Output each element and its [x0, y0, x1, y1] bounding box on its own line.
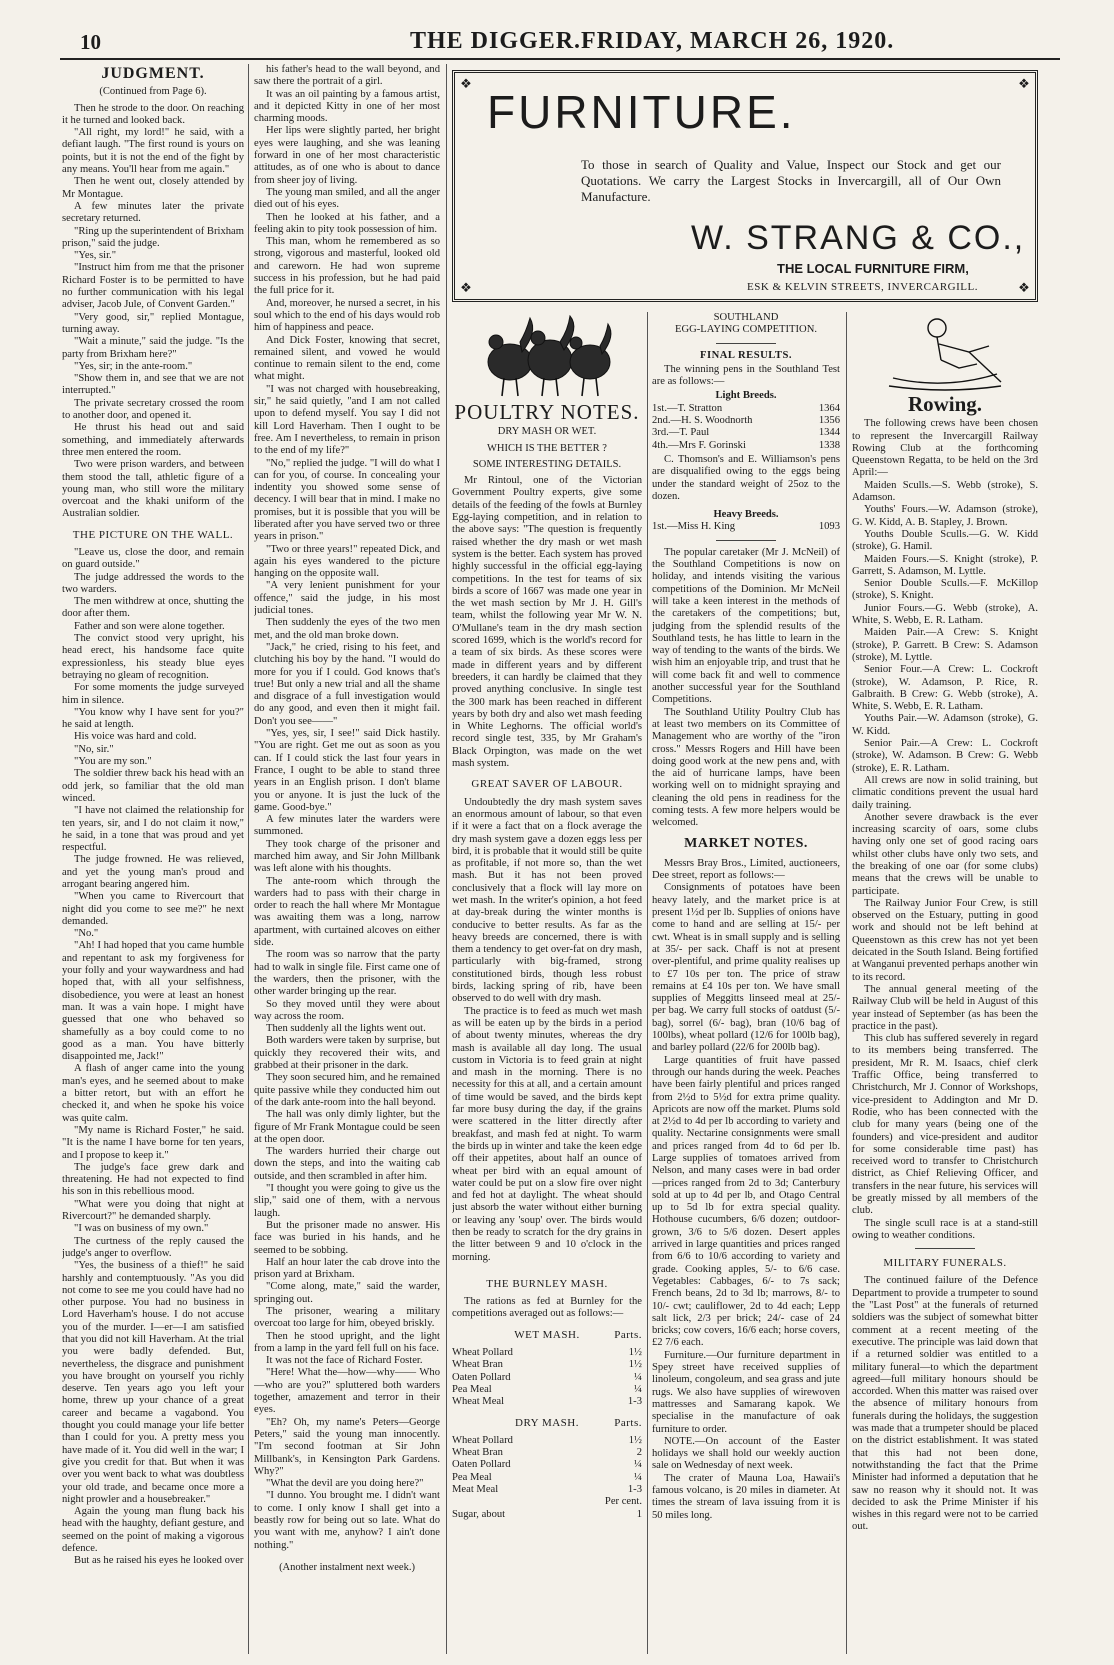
table-cell: 1½ [628, 1434, 642, 1446]
table-cell: 1-3 [627, 1484, 642, 1496]
judgment-paragraph: "You are my son." [74, 756, 152, 768]
table-row [452, 1359, 642, 1371]
poultry-sub2: WHICH IS THE BETTER ? [487, 442, 607, 454]
judgment-paragraph: Then suddenly the eyes of the two men met, and the old man broke down. [254, 617, 440, 641]
furniture-advertisement [452, 70, 1038, 302]
judgment-paragraph: Two were prison warders, and between them stood the tall, athletic figure of a young man, who still wore the military overcoat and the khaki uniform of the Australian soldier. [62, 459, 244, 520]
divider [915, 1248, 975, 1249]
column-rule [446, 64, 447, 1654]
table-row [652, 403, 840, 415]
table-cell: Wheat Bran [452, 1359, 503, 1371]
light-note: C. Thomson's and E. Williamson's pens are disqualified owing to the eggs being under the standard weight of 25oz to the dozen. [652, 453, 840, 502]
market-paragraph: Furniture.—Our furniture department in Spey street have received supplies of linoleum, congoleum, and sea grass and jute rugs. We also have supplies of wirewoven mattresses and Samarang kapok. We specialise in the manufacture of oak furniture to order. [652, 1349, 840, 1435]
judgment-paragraph: The curtness of the reply caused the judge's anger to overflow. [62, 1235, 244, 1259]
dry-mash-label: DRY MASH. [515, 1416, 579, 1429]
egg-head1: SOUTHLAND [713, 312, 779, 323]
judgment-paragraph: So they moved until they were about way across the room. [254, 998, 440, 1022]
poultry-paragraph: Undoubtedly the dry mash system saves an enormous amount of labour, so that even if it were a fact that on a flock average the dry mash system gave a dozen eggs less per bird, it is probable that it would still be quite as profitable, if not more so, than the wet mash. But it has not been proved conclusively that a flock will lay more on wet mash. In the writer's opinion, a hot feed at day-break during the winter months is conducive to better results. As far as the heavy breeds are concerned, there is with them a tendency to get over-fat on dry mash, particularly with big-framed, strong constitutioned birds, though less robust birds, lacking spring of rib, have been observed to do well with dry mash. [452, 796, 642, 1005]
market-notes-title: MARKET NOTES. [684, 835, 808, 851]
poultry-sub3: SOME INTERESTING DETAILS. [472, 458, 622, 470]
judgment-paragraph: But the prisoner made no answer. His face was buried in his hands, and he seemed to be sobbing. [254, 1219, 440, 1256]
column-rule [846, 312, 847, 1654]
table-row [452, 1447, 642, 1459]
poultry-sub1: DRY MASH OR WET. [497, 426, 597, 438]
ad-body: To those in search of Quality and Value, Inspect our Stock and get our Quotations. We carry the Largest Stocks in Invercargill, all of Our Own Manufacture. [581, 157, 1001, 204]
judgment-paragraph: "Wait a minute," said the judge. "Is the party from Brixham here?" [62, 336, 244, 360]
dry-mash-heading [452, 1417, 642, 1429]
judgment-paragraph: "Leave us, close the door, and remain on guard outside." [62, 546, 244, 571]
table-cell: 1½ [628, 1347, 642, 1359]
hens-illustration [472, 312, 622, 404]
table-cell: ¼ [634, 1459, 642, 1471]
page-number: 10 [80, 30, 101, 54]
rowing-paragraph: Maiden Pair.—A Crew: S. Knight (stroke), P. Garrett. B Crew: S. Adamson (stroke), M. Lyttle. [852, 627, 1038, 663]
judgment-paragraph: Again the young man flung back his head with the haughty, defiant gesture, and seemed on the point of making a vigorous defence. [62, 1506, 244, 1555]
judgment-paragraph: It was an oil painting by a famous artist, and it depicted Kitty in one of her most charming moods. [254, 88, 440, 125]
judgment-paragraph: And, moreover, he nursed a secret, in his soul which to the end of his days would rob him of happiness and peace. [254, 297, 440, 334]
heavy-breeds-table [652, 521, 840, 533]
table-cell: ¼ [634, 1383, 642, 1395]
saver-heading: GREAT SAVER OF LABOUR. [471, 778, 623, 791]
judgment-paragraph: The warders hurried their charge out down the steps, and into the waiting cab outside, and then scrambled in after him. [254, 1146, 440, 1182]
poultry-column [452, 312, 642, 1652]
rowing-title: Rowing. [907, 392, 983, 416]
wet-mash-label: WET MASH. [514, 1328, 580, 1341]
judgment-text-part1 [62, 103, 244, 521]
egg-market-column [652, 312, 840, 1652]
judgment-paragraph: He thrust his head out and said something, and immediately afterwards three men entered the room. [62, 422, 244, 458]
ad-title: FURNITURE. [487, 86, 796, 138]
egg-text [652, 547, 840, 830]
table-row [452, 1435, 642, 1447]
judgment-paragraph: The ante-room which through the warders had to pass with their charge in order to reach the hall where Mr Montague was awaiting them was a long, narrow apartment, with curtained alcoves on either side. [254, 875, 440, 949]
judgment-paragraph: "Very good, sir," replied Montague, turning away. [62, 311, 244, 335]
market-paragraph: Large quantities of fruit have passed through our hands during the week. Peaches have been fairly plentiful and prices ranged from 2½d to 5½d for extra prime quality. Apricots are now off the market. Plums sold at 2½d to 4d per lb according to variety and quality. Nectarine consignments were small and prices ranged from 4d to 6d per lb. Large supplies of tomatoes arrived from Nelson, and many cases were in bad order—prices ranged from 2d to 3d; Canterbury sold at up to 4d per lb, and Otago Central up to 5d lb for extra special quality. Hothouse cucumbers, 6/6 dozen; outdoor-grown, 3/6 to 5/6 dozen. Desert apples arrived in large quantities and prices ranged from 6/6 to 10/6 according to variety and grade. Cooking apples, 5/- to 6/6 case. Vegetables: Cabbages, 6/- to 7s sack; French beans, 2d to 3d lb; marrows, 8/- to 10/- cwt; cauliflower, 2d to 4d each; Lepp salt lick, 2/3 per brick; 24/- case of 24 bricks; cow covers, 16/6 each; horse covers, £2 7/6 each. [652, 1054, 840, 1349]
judgment-paragraph: "No." [74, 928, 99, 940]
table-cell: Pea Meal [452, 1471, 492, 1483]
judgment-paragraph: But as he raised his eyes he looked over [74, 1555, 244, 1567]
rowing-paragraph: The Railway Junior Four Crew, is still observed on the Estuary, putting in good work and should not be left behind at Queenstown as this crew has not yet been deicated in the South Island. Being fortified at Wanganui prevented perhaps another win to its record. [852, 897, 1038, 983]
judgment-paragraph: The judge frowned. He was relieved, and yet the young man's proud and arrogant bearing angered him. [62, 854, 244, 890]
judgment-paragraph: Then he stood upright, and the light from a lamp in the yard fell full on his face. [254, 1330, 440, 1354]
judgment-paragraph: The prisoner, wearing a military overcoat too large for him, obeyed briskly. [254, 1305, 440, 1330]
rowing-paragraph: All crews are now in solid training, but climatic conditions prevent the usual hard daily training. [852, 774, 1038, 811]
judgment-text-part2 [62, 547, 244, 1568]
rowing-paragraph: Youths Double Sculls.—G. W. Kidd (stroke), G. Hamil. [852, 528, 1038, 553]
judgment-paragraph: The young man smiled, and all the anger died out of his eyes. [254, 186, 440, 211]
rowing-paragraph: This club has suffered severely in regard to its members being transferred. The president, Mr R. M. Isaacs, chief clerk Traffic Office, being transferred to Christchurch, Mr J. Connor of Workshops, vice-president to Addington and Mr D. Rodie, who has been connected with the club for many years (being one of the founders) and vice-president and auditor for some considerable time past) has received word to transfer to Christchurch district, as Chief Relieving Officer, and transfers in the near future, his services will be greatly missed by all members of the club. [852, 1033, 1038, 1217]
mash-parts: 1 [636, 1508, 642, 1520]
judgment-paragraph: "My name is Richard Foster," he said. "It is the name I have borne for ten years, and I propose to keep it." [62, 1124, 244, 1161]
table-row [652, 415, 840, 427]
light-breeds-heading: Light Breeds. [715, 390, 777, 402]
judgment-paragraph: "Instruct him from me that the prisoner Richard Foster is to be permitted to have no further communication with his legal adviser, Jacob Jule, of Convent Garden." [62, 262, 244, 311]
column-rule [248, 64, 249, 1654]
judgment-paragraph: Then he went out, closely attended by Mr Montague. [62, 176, 244, 200]
ornament-icon: ❖ [460, 76, 472, 91]
judgment-paragraph: The soldier threw back his head with an odd jerk, so familiar that the old man winced. [62, 768, 244, 804]
judgment-paragraph: "I dunno. You brought me. I didn't want to come. I only know I shall get into a beastly row for being out so late. What do you want with me, anyhow? I ain't done nothing." [254, 1490, 440, 1551]
market-paragraph: NOTE.—On account of the Easter holidays we shall hold our weekly auction sale on Wednesday of next week. [652, 1435, 840, 1472]
judgment-paragraph: "What the devil are you doing here?" [266, 1478, 424, 1490]
table-cell: 1338 [818, 439, 840, 451]
judgment-paragraph: "I thought you were going to give us the slip," said one of them, with a nervous laugh. [254, 1183, 440, 1219]
funerals-text [852, 1275, 1038, 1533]
table-row [652, 521, 840, 533]
judgment-paragraph: A few minutes later the private secretary returned. [62, 200, 244, 225]
judgment-paragraph: "I have not claimed the relationship for ten years, sir, and I do not claim it now," he said, in a tone that was proud and yet respectful. [62, 805, 244, 854]
rowing-paragraph: Maiden Fours.—S. Knight (stroke), P. Garrett, S. Adamson, M. Lyttle. [852, 553, 1038, 577]
judgment-paragraph: "Yes, the business of a thief!" he said harshly and contemptuously. "As you did not come to see me you could have had no other purpose. You had no business in Lord Haverham's house. I do not accuse you of the murder. I—er—I am satisfied that you did not kill Haverham. At the trial you were badly defended. But, nevertheless, the disgrace and punishment you have brought on yourself you richly deserve. Ten years ago you left your home, threw up your chance of a great career and became a vagabond. You thought you could manage your life better than I could for you. A pretty mess you have made of it. You did well in the war; I give you credit for that. But when it was over you went back to what was doubtless your old trade, and became once more a night prowler and a housebreaker." [62, 1260, 244, 1505]
saver-text [452, 797, 642, 1264]
table-cell: 1st.—T. Stratton [652, 402, 723, 414]
judgment-paragraph: The room was so narrow that the party had to walk in single file. First came one of the warders, then the prisoner, with the other warder bringing up the rear. [254, 949, 440, 998]
picture-subheading: THE PICTURE ON THE WALL. [72, 528, 234, 541]
wet-mash-table [452, 1347, 642, 1408]
judgment-paragraph: A few minutes later the warders were summoned. [254, 814, 440, 838]
ad-firm-subtitle: THE LOCAL FURNITURE FIRM, [777, 261, 969, 276]
judgment-paragraph: "When you came to Rivercourt that night did you come to see me?" he next demanded. [62, 891, 244, 927]
table-row [452, 1484, 642, 1496]
table-row [452, 1396, 642, 1408]
egg-intro: The winning pens in the Southland Test are as follows:— [652, 363, 840, 388]
judgment-heading: JUDGMENT. [101, 66, 205, 82]
judgment-paragraph: "Two or three years!" repeated Dick, and again his eyes wandered to the picture hanging on the opposite wall. [254, 543, 440, 580]
rowing-paragraph: Senior Double Sculls.—F. McKillop (stroke), S. Knight. [852, 578, 1038, 602]
judgment-paragraph: It was not the face of Richard Foster. [266, 1355, 423, 1367]
judgment-paragraph: His voice was hard and cold. [74, 731, 197, 743]
light-breeds-table [652, 403, 840, 452]
table-cell: 1st.—Miss H. King [652, 521, 735, 533]
table-cell: Wheat Meal [452, 1396, 505, 1408]
rowing-paragraph: The single scull race is at a stand-still owing to weather conditions. [852, 1217, 1038, 1241]
judgment-paragraph: "Yes, sir; in the ante-room." [74, 360, 193, 372]
ad-address: ESK & KELVIN STREETS, INVERCARGILL. [747, 281, 978, 293]
final-results-heading: FINAL RESULTS. [700, 349, 792, 361]
judgment-paragraph: "A very lenient punishment for your offence," said the judge, in his most judicial tones. [254, 580, 440, 617]
judgment-paragraph: "No," replied the judge. "I will do what I can for you, of course. In concealing your indentity you showed some sense of decency. I will bear that in mind. I make no promises, but it is possible that you will be liberated after you have served two or three years in prison." [254, 457, 440, 543]
divider [716, 540, 776, 541]
table-cell: ¼ [634, 1471, 642, 1483]
funerals-paragraph: The continued failure of the Defence Department to provide a trumpeter to sound the "Last Post" at the funerals of returned soldiers was the subject of somewhat bitter comment at a recent meeting of the executive. The principle was laid down that if a returned soldier was entitled to a military funeral—to which the department agreed—full military honours should be accorded. When this matter was raised over the absence of military honours from funerals during the holidays, the suggestion was made that a trumpeter should be placed on the district establishment. It was stated that this had not been done, notwithstanding the fact that the Prime Minister had informed a deputation that he saw no reason why it should not. It was decided to ask the Prime Minister if his wishes in this regard were not to be carried out. [852, 1275, 1038, 1533]
judgment-text-part3 [254, 64, 440, 1552]
table-cell: 1356 [818, 415, 840, 427]
divider [716, 343, 776, 344]
table-row [452, 1472, 642, 1484]
judgment-paragraph: This man, whom he remembered as so strong, vigorous and masterful, looked old and careworn. He had won supreme success in his profession, but he had paid the full price for it. [254, 236, 440, 297]
judgment-paragraph: The hall was only dimly lighter, but the figure of Mr Frank Montague could be seen at the open door. [254, 1109, 440, 1145]
wet-mash-heading [452, 1329, 642, 1341]
heavy-breeds-heading: Heavy Breeds. [713, 509, 779, 521]
judgment-paragraph: And Dick Foster, knowing that secret, remained silent, and vowed he would continue to remain silent to the end, come what might. [254, 334, 440, 383]
judgment-paragraph: his father's head to the wall beyond, and saw there the portrait of a girl. [254, 64, 440, 88]
table-row [652, 440, 840, 452]
judgment-paragraph: Father and son were alone together. [74, 620, 225, 632]
masthead [60, 28, 1060, 58]
masthead-rule [60, 58, 1060, 60]
table-row [452, 1384, 642, 1396]
rowing-text [852, 418, 1038, 1242]
table-row [452, 1372, 642, 1384]
judgment-paragraph: "What were you doing that night at Rivercourt?" he demanded sharply. [62, 1198, 244, 1223]
judgment-paragraph: "Show them in, and see that we are not interrupted." [62, 373, 244, 397]
poultry-paragraph: The practice is to feed as much wet mash as will be eaten up by the birds in a period of about twenty minutes, whereas the dry mash is available all day long. The usual custom in Victoria is to feed grain at night and mash in the morning. There is no necessity for this at all, and a certain amount of time would be saved, and the birds kept far more busy during the day, if the grains were scattered in the litter directly after breakfast, and mash fed at night. To warm the birds up in winter and take the keen edge off their appetites, about half an ounce of wheat per bird with an equal amount of water could be put on a slow fire over night and fed hot at daylight. The wheat should just absorb the water without either burning or leaving any 'soup' over. The birds would then be ready to scratch for the dry grains in the litter between 9 and 10 o'clock in the morning. [452, 1005, 642, 1263]
judgment-paragraph: The judge's face grew dark and threatening. He had not expected to find his son in this rebellious mood. [62, 1161, 244, 1198]
egg-paragraph: The Southland Utility Poultry Club has at least two members on its Committee of Management who are worthy of the "iron cross." Messrs Rogers and Hill have been doing good work at the new pens and, with the aid of hurricane lamps, have been working well on to midnight spraying and cleaning the old pens in readiness for the coming tests. A few more helpers would be welcomed. [652, 706, 840, 829]
burnley-intro: The rations as fed at Burnley for the competitions averaged out as follows:— [452, 1296, 642, 1320]
judgment-paragraph: Both warders were taken by surprise, but quickly they recovered their wits, and grabbed at their prisoner in the dark. [254, 1035, 440, 1072]
mash-item: Sugar, about [452, 1508, 506, 1520]
parts-label: Parts. [614, 1328, 642, 1341]
table-cell: 1364 [818, 402, 840, 414]
judgment-paragraph: Half an hour later the cab drove into the prison yard at Brixham. [254, 1256, 440, 1281]
judgment-paragraph: "Yes, sir." [74, 250, 117, 262]
egg-head2: EGG-LAYING COMPETITION. [674, 324, 818, 336]
judgment-column-2 [254, 64, 440, 1654]
ornament-icon: ❖ [1018, 280, 1030, 295]
judgment-paragraph: "I was on business of my own." [74, 1223, 209, 1235]
masthead-title: THE DIGGER.FRIDAY, MARCH 26, 1920. [410, 28, 895, 54]
poultry-title: POULTRY NOTES. [454, 400, 640, 424]
table-row [452, 1509, 642, 1521]
judgment-paragraph: "Ring up the superintendent of Brixham prison," said the judge. [62, 225, 244, 249]
poultry-text [452, 475, 642, 770]
judgment-paragraph: "Jack," he cried, rising to his feet, and clutching his boy by the hand. "I would do more for you if I could. God knows that's true! But only a new trial and all the shame and disgrace of a full investigation would do any good, and even then it might fail. Don't you see——" [254, 641, 440, 727]
rowing-paragraph: The following crews have been chosen to represent the Invercargill Railway Rowing Club at the forthcoming Queenstown Regatta, to be held on the 3rd April:— [852, 418, 1038, 479]
table-cell: Oaten Pollard [452, 1459, 511, 1471]
judgment-paragraph: For some moments the judge surveyed him in silence. [62, 682, 244, 706]
table-row [652, 427, 840, 439]
table-cell: ¼ [634, 1371, 642, 1383]
rowing-paragraph: Youths Pair.—W. Adamson (stroke), G. W. Kidd. [852, 713, 1038, 737]
table-row [452, 1459, 642, 1471]
judgment-paragraph: "No, sir." [74, 743, 114, 755]
next-instalment-note: (Another instalment next week.) [279, 1561, 415, 1573]
judgment-continued: (Continued from Page 6). [99, 86, 207, 98]
rowing-paragraph: The annual general meeting of the Railway Club will be held in August of this year instead of September (as has been the practice in the past). [852, 983, 1038, 1032]
sugar-table [452, 1509, 642, 1521]
poultry-paragraph: Mr Rintoul, one of the Victorian Government Poultry experts, give some details of the feeding of the fowls at Burnley Egg-laying competition, and in relation to the above says: "The question is frequently raised whether the dry mash or wet mash system is the better. Each system has proved highly successful in the official egg-laying competitions. In the test for teams of six birds a score of 1667 was made one year in the wet mash section by Mr J. H. Gill's team, whilst the following year Mr W. N. O'Mullane's team in the dry mash section scored 1699, which is the world's record for a team of six birds. As these scores were made in different years and by different breeders, it can hardly be claimed that they proved anything conclusive. In single test the 300 mark has been reached in different years by both dry and also wet mash feeding in White Leghorns. The official world's record single test, 335, by Mr Graham's Black Orpington, was made on the wet mash system. [452, 475, 642, 770]
table-cell: Wheat Pollard [452, 1434, 513, 1446]
ad-firm-name: W. STRANG & CO., [691, 219, 1026, 257]
table-cell: 4th.—Mrs F. Gorinski [652, 439, 746, 451]
table-cell: Meat Meal [452, 1484, 499, 1496]
market-paragraph: Messrs Bray Bros., Limited, auctioneers, Dee street, report as follows:— [652, 857, 840, 882]
egg-paragraph: The popular caretaker (Mr J. McNeil) of the Southland Competitions is now on holiday, and intends visiting the various competitions of the Dominion. Mr McNeil will take a keen interest in the methods of the caretakers of the competitions; but, judging from the splendid results of the Southland tests, he has little to learn in the way of tending to the wants of the birds. We wish him an enjoyable trip, and trust that he will come back fit and well to commence another successful year for the Southland Competitions. [652, 546, 840, 706]
rowing-paragraph: Junior Fours.—G. Webb (stroke), A. White, S. Webb, E. R. Latham. [852, 602, 1038, 627]
rowing-paragraph: Another severe drawback is the ever increasing scarcity of oars, some clubs having only one set of good racing oars whilst other clubs have only two sets, and the breaking of one oar (for some clubs) means that the crews will be unable to participate. [852, 811, 1038, 897]
table-cell: Pea Meal [452, 1383, 492, 1395]
judgment-paragraph: The convict stood very upright, his head erect, his handsome face quite expressionless, his steady blue eyes betraying no gleam of recognition. [62, 633, 244, 681]
rowing-paragraph: Senior Four.—A Crew: L. Cockroft (stroke), W. Adamson, P. Rice, R. Galbraith. B Crew: G. Webb (stroke), A. White, S. Webb, E. R. Latham. [852, 664, 1038, 713]
dry-mash-table [452, 1435, 642, 1496]
judgment-paragraph: "Yes, yes, sir, I see!" said Dick hastily. "You are right. Get me out as soon as you can. If I could stick the last four years in France, I ought to be able to stand three years in an English prison. I don't blame you or anyone. It is just the luck of the game. Good-bye." [254, 728, 440, 813]
judgment-paragraph: "I was not charged with housebreaking, sir," he said quietly, "and I am not called upon to defend myself. You say I did not kill Lord Haverham. Then I ought to be free. Am I nevertheless, to remain in prison to the end of my life?" [254, 383, 440, 457]
column-rule [647, 312, 648, 1654]
table-cell: 1093 [818, 521, 840, 533]
rowing-column [852, 312, 1038, 1652]
judgment-paragraph: "Come along, mate," said the warder, springing out. [254, 1281, 440, 1305]
market-paragraph: Consignments of potatoes have been heavy lately, and the market price is at present 1½d per lb. Supplies of onions have come to hand and are selling at 15/- per cwt. Wheat is in small supply and is selling at 35/- per sack. Chaff is not at present over-plentiful, and prime quality realises up to £7 10s per ton. The price of straw remains at £4 10s per ton. We have small supplies of Meggitts linseed meal at 25/- per bag. We carry full stocks of oatdust (5/- bag), sorrel (6/- bag), bran (10/6 bag of 100lbs), wheat pollard (12/6 for 100lb bag), and barley pollard (22/6 for 200lb bag). [652, 882, 840, 1054]
table-cell: Wheat Pollard [452, 1347, 513, 1359]
table-cell: 2nd.—H. S. Woodnorth [652, 415, 753, 427]
table-cell: 1½ [628, 1359, 642, 1371]
judgment-paragraph: "Here! What the—how—why—— Who—who are you?" spluttered both warders together, amazement and terror in their eyes. [254, 1367, 440, 1416]
burnley-heading: THE BURNLEY MASH. [486, 1277, 608, 1290]
market-paragraph: The crater of Mauna Loa, Hawaii's famous volcano, is 20 miles in diameter. At times the stream of lava issuing from it is 50 miles long. [652, 1472, 840, 1521]
table-cell: 3rd.—T. Paul [652, 427, 710, 439]
ornament-icon: ❖ [460, 280, 472, 295]
judgment-paragraph: The judge addressed the words to the two warders. [62, 571, 244, 595]
market-text [652, 858, 840, 1522]
table-cell: 1344 [818, 427, 840, 439]
judgment-column-1 [62, 66, 244, 1650]
rower-illustration [885, 312, 1005, 396]
table-row [452, 1347, 642, 1359]
judgment-paragraph: Then he looked at his father, and a feeling akin to pity took possession of him. [254, 211, 440, 235]
judgment-paragraph: "Ah! I had hoped that you came humble and repentant to ask my forgiveness for your folly and your waywardness and had hoped that, with all your selfishness, disobedience, you were at least an honest man. It was a vain hope. I might have guessed that one who behaved so shamefully as a boy could come to no good as a man. You have bitterly disappointed me, Jack!" [62, 940, 244, 1063]
table-cell: 1-3 [627, 1396, 642, 1408]
judgment-paragraph: "All right, my lord!" he said, with a defiant laugh. "The first round is yours on points, but it is not the end of the fight by any means. You'll hear from me again." [62, 127, 244, 176]
parts-label: Parts. [614, 1416, 642, 1429]
judgment-paragraph: A flash of anger came into the young man's eyes, and he seemed about to make a bitter retort, but with an effort he checked it, and when he spoke his voice was quite calm. [62, 1063, 244, 1124]
per-cent-label: Per cent. [604, 1496, 642, 1508]
table-cell: 2 [636, 1447, 642, 1459]
judgment-paragraph: "Eh? Oh, my name's Peters—George Peters," said the young man innocently. "I'm second footman at Sir John Millbank's, in Kensington Park Gardens. Why?" [254, 1416, 440, 1477]
rowing-paragraph: Youths' Fours.—W. Adamson (stroke), G. W. Kidd, A. B. Stapley, J. Brown. [852, 504, 1038, 528]
judgment-paragraph: Her lips were slightly parted, her bright eyes were laughing, and she was leaning forward in one of her most characteristic attitudes, as of one who is about to dance from sheer joy of living. [254, 125, 440, 186]
table-cell: Oaten Pollard [452, 1371, 511, 1383]
judgment-paragraph: The men withdrew at once, shutting the door after them. [62, 596, 244, 620]
rowing-paragraph: Maiden Sculls.—S. Webb (stroke), S. Adamson. [852, 479, 1038, 504]
table-cell: Wheat Bran [452, 1447, 503, 1459]
judgment-paragraph: They took charge of the prisoner and marched him away, and Sir John Millbank was left alone with his thoughts. [254, 838, 440, 875]
judgment-paragraph: "You know why I have sent for you?" he said at length. [62, 706, 244, 731]
judgment-paragraph: They soon secured him, and he remained quite passive while they conducted him out of the dark ante-room into the hall beyond. [254, 1072, 440, 1108]
judgment-paragraph: Then he strode to the door. On reaching it he turned and looked back. [62, 102, 244, 126]
military-funerals-heading: MILITARY FUNERALS. [883, 1257, 1007, 1270]
judgment-paragraph: Then suddenly all the lights went out. [266, 1023, 426, 1035]
rowing-paragraph: Senior Pair.—A Crew: L. Cockroft (stroke), W. Adamson. B Crew: G. Webb (stroke), E. R. Latham. [852, 738, 1038, 774]
ornament-icon: ❖ [1018, 76, 1030, 91]
judgment-paragraph: The private secretary crossed the room to another door, and opened it. [62, 397, 244, 422]
